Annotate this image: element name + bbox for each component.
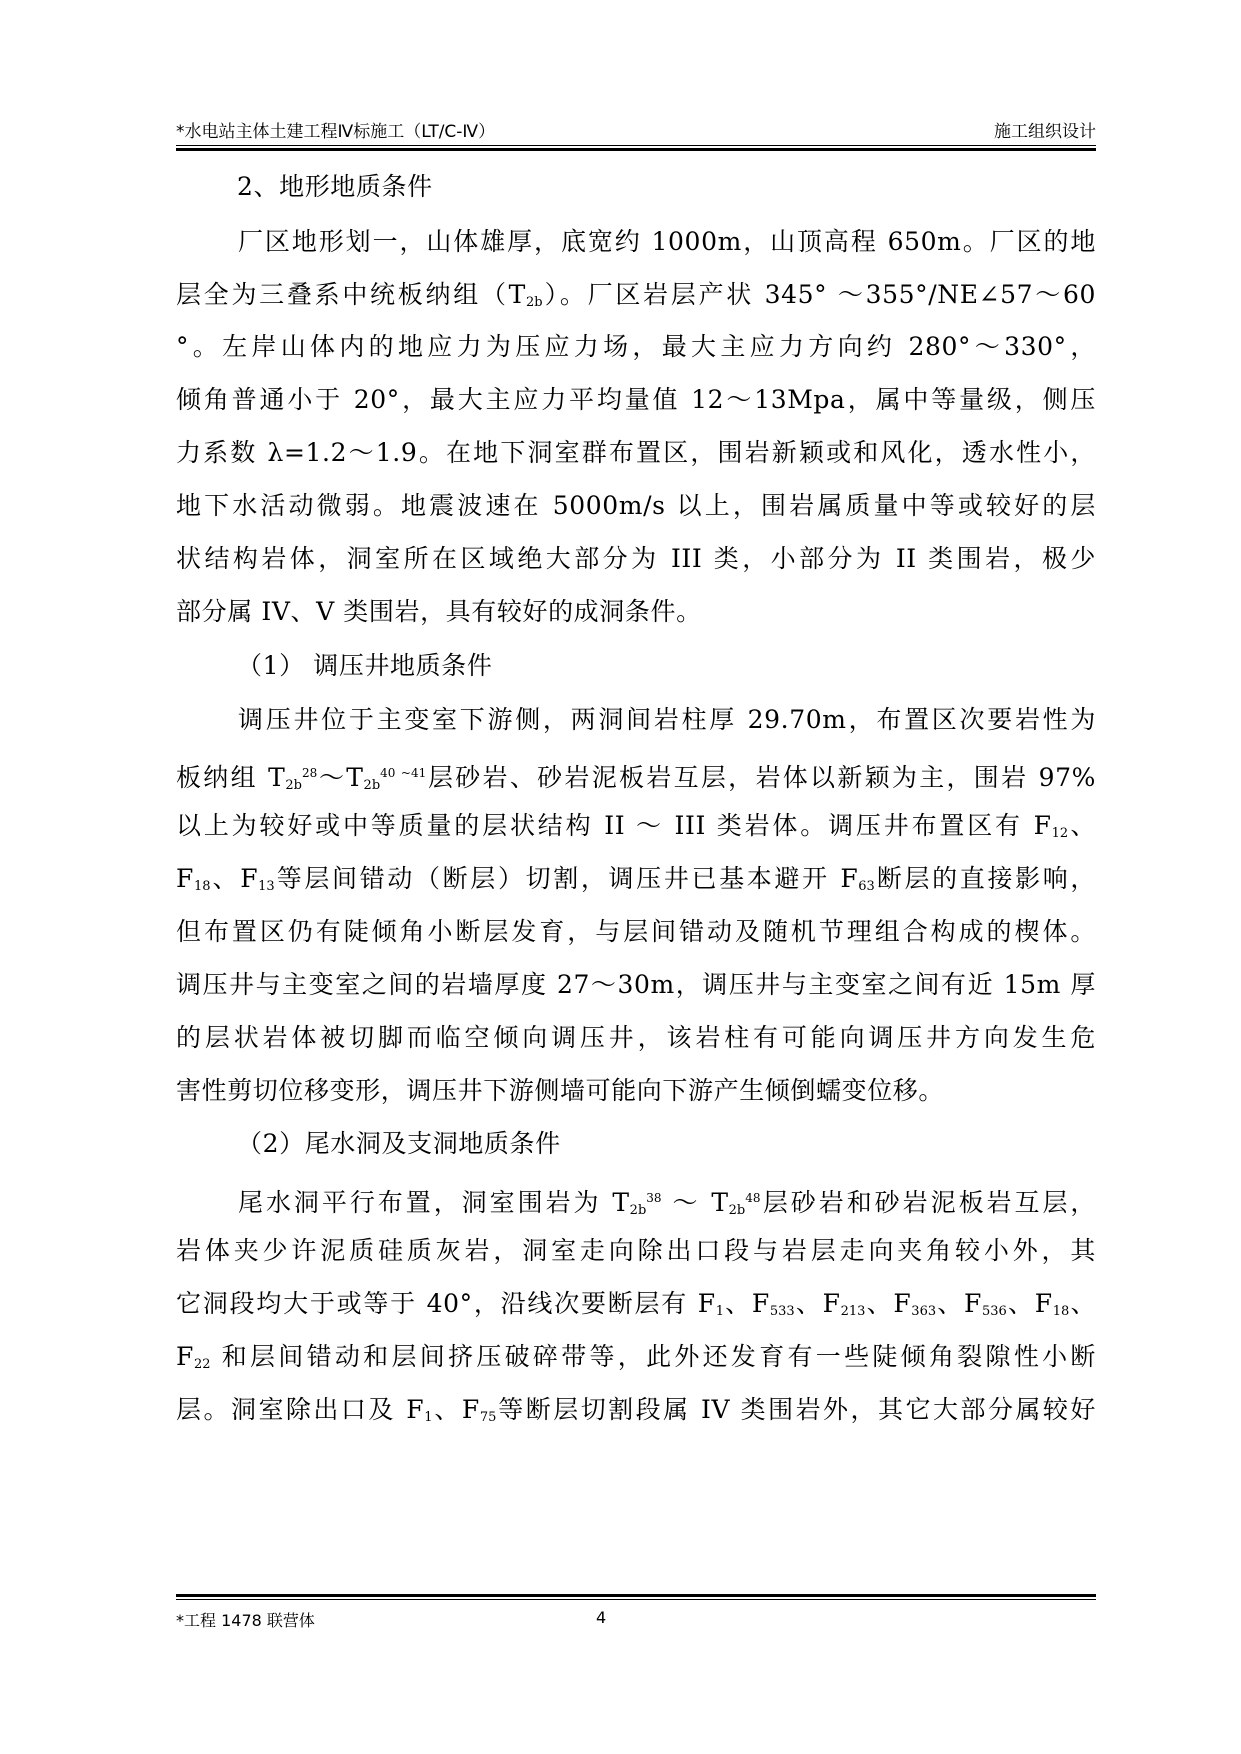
page-number: 4 xyxy=(596,1608,607,1627)
text: 但布置区仍有陡倾角小断层发育，与层间错动及随机节理组合构成的楔体。 xyxy=(176,917,1096,946)
paragraph-line xyxy=(176,1069,1096,1113)
paragraph-line xyxy=(176,431,1096,475)
page-header xyxy=(176,117,1096,143)
text: 的层状岩体被切脚而临空倾向调压井，该岩柱有可能向调压井方向发生危 xyxy=(176,1023,1096,1052)
text: 害性剪切位移变形，调压井下游侧墙可能向下游产生倾倒蠕变位移。 xyxy=(176,1076,945,1105)
text: 、F xyxy=(210,864,259,893)
paragraph-line xyxy=(176,378,1096,422)
text: 尾水洞平行布置，洞室围岩为 T xyxy=(238,1188,630,1217)
subscript: 13 xyxy=(258,879,275,894)
superscript: 38 xyxy=(646,1191,662,1205)
paragraph-line xyxy=(176,1229,1096,1273)
text: 、 xyxy=(1068,811,1096,840)
paragraph-line xyxy=(176,325,1096,369)
paragraph-line xyxy=(238,698,1096,742)
text: 等层间错动（断层）切割，调压井已基本避开 F xyxy=(274,864,859,893)
paragraph-line xyxy=(238,1176,1096,1220)
text: 、F xyxy=(865,1289,912,1318)
paragraph-line xyxy=(176,1388,1096,1432)
header-rule-thin xyxy=(176,145,1096,146)
text: 、F xyxy=(723,1289,770,1318)
text: 倾角普通小于 20°，最大主应力平均量值 12～13Mpa，属中等量级，侧压 xyxy=(176,385,1096,414)
text: ）。厂区岩层产状 345° ～355°/NE∠57～60 xyxy=(542,280,1097,309)
text: 以上为较好或中等质量的层状结构 II ～ III 类岩体。调压井布置区有 F xyxy=(176,811,1052,840)
superscript: 28 xyxy=(302,766,318,780)
text: 调压井与主变室之间的岩墙厚度 27～30m，调压井与主变室之间有近 15m 厚 xyxy=(176,970,1096,999)
subscript: 2b xyxy=(525,295,543,310)
subscript: 63 xyxy=(858,879,875,894)
text: 、F xyxy=(794,1289,841,1318)
paragraph-line xyxy=(176,1016,1096,1060)
header-section: 施工组织设计 xyxy=(994,122,1096,142)
text: 板纳组 T xyxy=(176,763,286,792)
text: 厂区地形划一，山体雄厚，底宽约 1000m，山顶高程 650m。厂区的地 xyxy=(238,227,1096,256)
text: 等断层切割段属 IV 类围岩外，其它大部分属较好 xyxy=(496,1395,1096,1424)
paragraph-line xyxy=(176,857,1096,901)
text: 部分属 IV、V 类围岩，具有较好的成洞条件。 xyxy=(176,597,702,626)
text: 、F xyxy=(936,1289,983,1318)
text: 层。洞室除出口及 F xyxy=(176,1395,425,1424)
subscript: 1 xyxy=(715,1304,724,1319)
subscript: 18 xyxy=(193,879,211,894)
text: 、F xyxy=(1006,1289,1053,1318)
subscript: 12 xyxy=(1051,826,1069,841)
section-heading xyxy=(237,165,1095,209)
subscript: 18 xyxy=(1052,1304,1070,1319)
text: ～T xyxy=(317,763,364,792)
text: （1） 调压井地质条件 xyxy=(237,651,493,680)
text: 2、地形地质条件 xyxy=(237,172,433,201)
subscript: 2b xyxy=(285,778,302,793)
text: ～ T xyxy=(661,1188,729,1217)
text: 层砂岩、砂岩泥板岩互层，岩体以新颖为主，围岩 97% xyxy=(426,763,1096,792)
text: 、 xyxy=(1069,1289,1097,1318)
superscript: 48 xyxy=(745,1191,761,1205)
text: 力系数 λ=1.2～1.9。在地下洞室群布置区，围岩新颖或和风化，透水性小， xyxy=(176,438,1096,467)
paragraph-line xyxy=(176,590,1096,634)
text: °。左岸山体内的地应力为压应力场，最大主应力方向约 280°～330°， xyxy=(176,332,1096,361)
footer-rule-thick xyxy=(176,1594,1096,1597)
subscript: 2b xyxy=(728,1203,746,1218)
header-rule-thick xyxy=(176,148,1096,151)
subsection-heading xyxy=(237,644,1095,688)
subscript: 2b xyxy=(363,778,381,793)
text: F xyxy=(176,1342,194,1371)
subsection-heading xyxy=(237,1122,1095,1166)
subscript: 75 xyxy=(479,1410,497,1425)
footer-organization: *工程 1478 联营体 xyxy=(176,1611,315,1630)
paragraph-line xyxy=(176,910,1096,954)
paragraph-line xyxy=(176,804,1096,848)
text: F xyxy=(176,864,194,893)
subscript: 1 xyxy=(424,1410,433,1425)
paragraph-line xyxy=(176,963,1096,1007)
subscript: 22 xyxy=(193,1357,211,1372)
subscript: 363 xyxy=(911,1304,937,1319)
subscript: 533 xyxy=(769,1304,795,1319)
text: 状结构岩体，洞室所在区域绝大部分为 III 类，小部分为 II 类围岩，极少 xyxy=(176,544,1096,573)
text: 和层间错动和层间挤压破碎带等，此外还发育有一些陡倾角裂隙性小断 xyxy=(210,1342,1096,1371)
footer-rule-thin xyxy=(176,1599,1096,1600)
text: 调压井位于主变室下游侧，两洞间岩柱厚 29.70m，布置区次要岩性为 xyxy=(238,705,1096,734)
paragraph-line xyxy=(176,273,1096,317)
text: 层砂岩和砂岩泥板岩互层， xyxy=(760,1188,1097,1217)
text: 断层的直接影响， xyxy=(874,864,1096,893)
text: 、F xyxy=(432,1395,480,1424)
subscript: 536 xyxy=(982,1304,1007,1319)
text: 它洞段均大于或等于 40°，沿线次要断层有 F xyxy=(176,1289,716,1318)
paragraph-line xyxy=(238,220,1096,264)
header-title: *水电站主体土建工程Ⅳ标施工（LT/C-Ⅳ） xyxy=(176,122,496,142)
text: 层全为三叠系中统板纳组（T xyxy=(176,280,526,309)
paragraph-line xyxy=(176,1282,1096,1326)
paragraph-line xyxy=(176,484,1096,528)
subscript: 213 xyxy=(840,1304,866,1319)
superscript: 40 ~41 xyxy=(380,766,427,780)
subscript: 2b xyxy=(629,1203,647,1218)
text: 地下水活动微弱。地震波速在 5000m/s 以上，围岩属质量中等或较好的层 xyxy=(176,491,1096,520)
text: （2）尾水洞及支洞地质条件 xyxy=(237,1129,561,1158)
paragraph-line xyxy=(176,1335,1096,1379)
paragraph-line xyxy=(176,751,1096,795)
paragraph-line xyxy=(176,537,1096,581)
text: 岩体夹少许泥质硅质灰岩，洞室走向除出口段与岩层走向夹角较小外，其 xyxy=(176,1236,1096,1265)
